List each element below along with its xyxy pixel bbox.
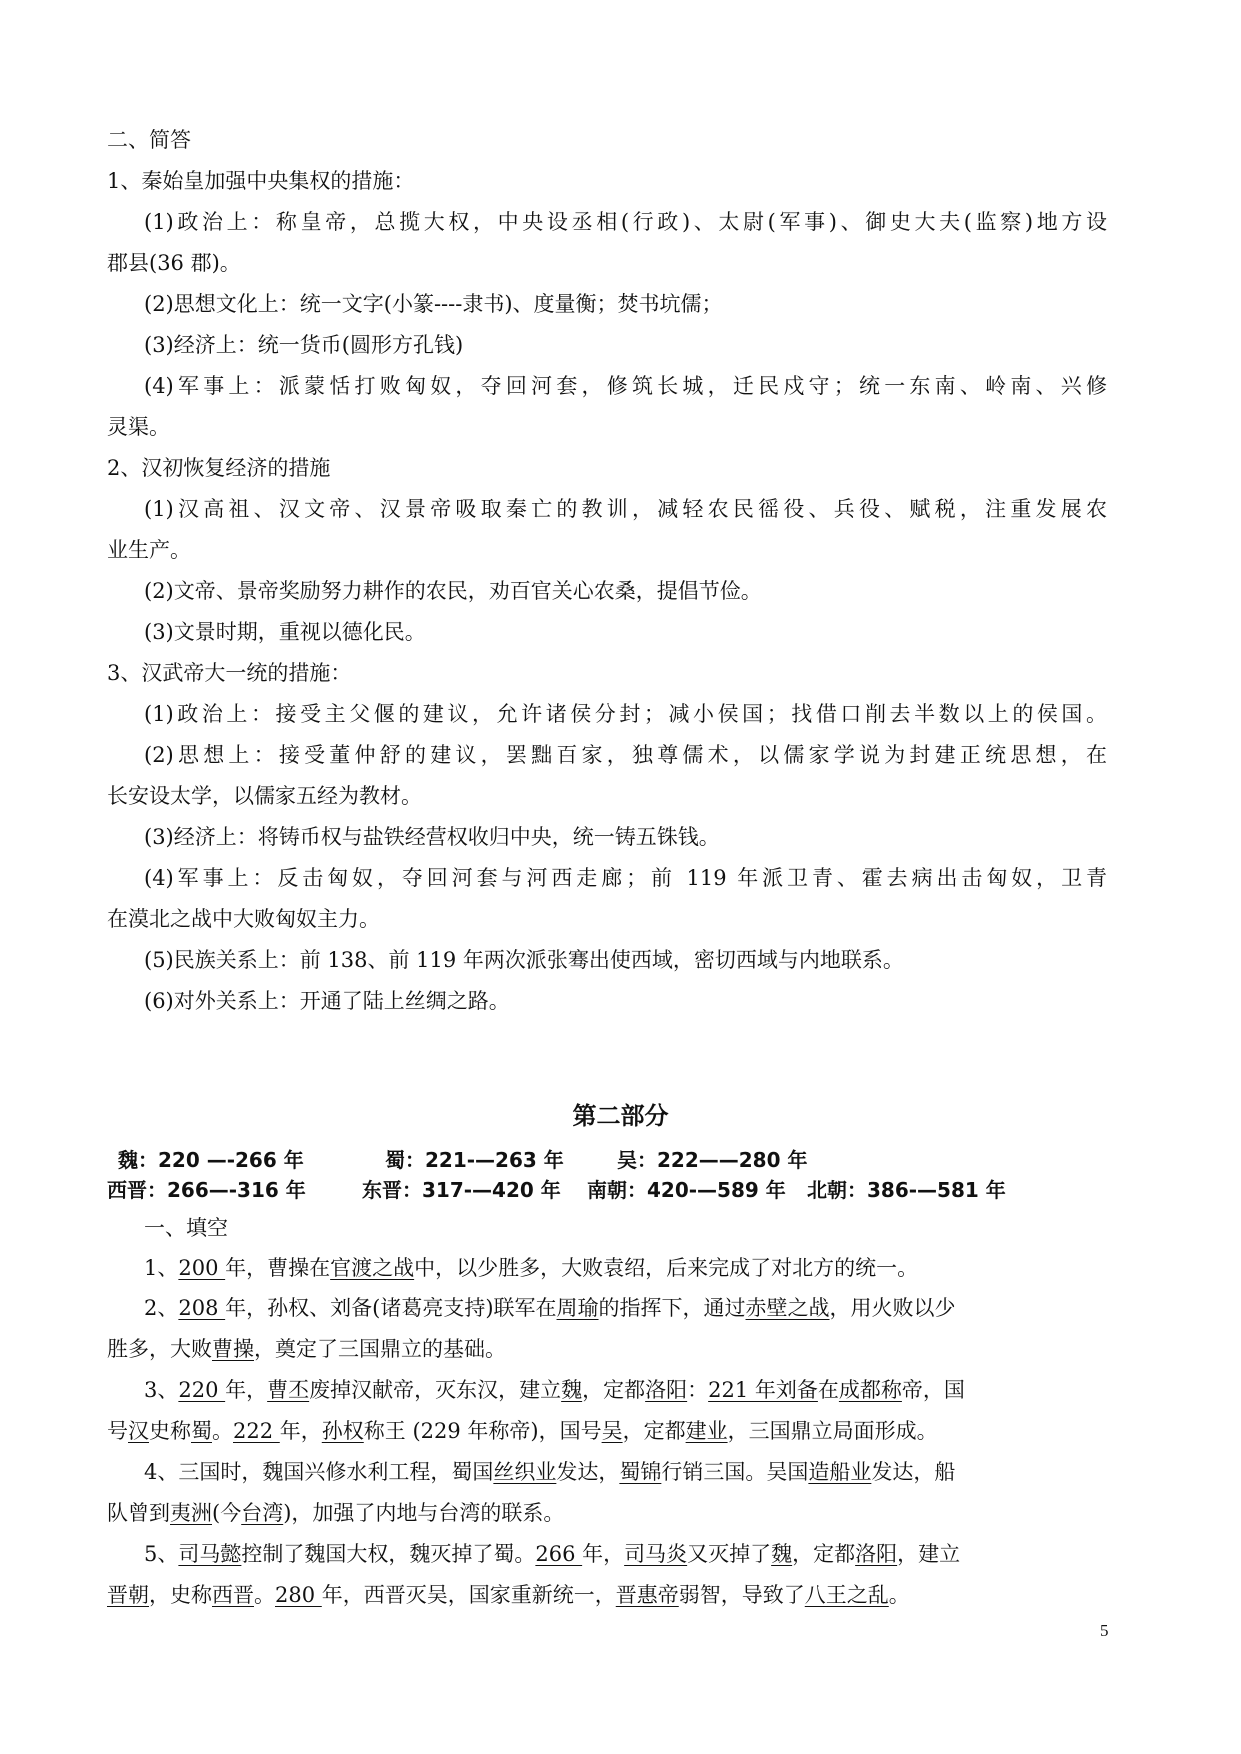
text: 中，以少胜多，大败袁绍，后来完成了对北方的统一。 bbox=[414, 1256, 919, 1280]
q3-item-6: (6)对外关系上：开通了陆上丝绸之路。 bbox=[144, 989, 510, 1013]
text: ，建立 bbox=[897, 1542, 961, 1566]
q1-item-3: (3)经济上：统一货币(圆形方孔钱) bbox=[144, 333, 464, 357]
text: 发达， bbox=[556, 1460, 620, 1484]
q3-item-1: (1)政治上：接受主父偃的建议，允许诸侯分封；减小侯国；找借口削去半数以上的侯国。 bbox=[144, 702, 1107, 726]
q3-item-2: (2)思想上：接受董仲舒的建议，罢黜百家，独尊儒术，以儒家学说为封建正统思想，在 bbox=[144, 743, 1107, 767]
text: ，定都 bbox=[622, 1419, 686, 1443]
text: 号 bbox=[107, 1419, 128, 1443]
text: 。 bbox=[254, 1583, 275, 1607]
fill-item-2 bbox=[144, 1293, 1107, 1323]
period-beichao: 北朝：386-—581 年 bbox=[807, 1178, 1006, 1202]
fill-item-3-cont bbox=[107, 1416, 1107, 1446]
answer-blank: 蜀 bbox=[191, 1419, 212, 1443]
answer-blank: 司马炎 bbox=[624, 1542, 688, 1566]
question-3-title: 3、汉武帝大一统的措施： bbox=[107, 661, 352, 685]
text: 4、三国时，魏国兴修水利工程，蜀国 bbox=[144, 1460, 494, 1484]
answer-blank: 222 bbox=[233, 1419, 280, 1443]
q1-item-1: (1)政治上：称皇帝，总揽大权，中央设丞相(行政)、太尉(军事)、御史大夫(监察)地方设 bbox=[144, 210, 1107, 234]
text: 5、 bbox=[144, 1542, 179, 1566]
period-dongjin: 东晋：317-—420 年 bbox=[362, 1178, 561, 1202]
answer-blank: 夷洲 bbox=[170, 1501, 212, 1525]
answer-blank: 晋朝 bbox=[107, 1583, 149, 1607]
q1-item-4-cont: 灵渠。 bbox=[107, 415, 170, 439]
fill-item-4-cont bbox=[107, 1498, 1107, 1528]
q1-item-4: (4)军事上：派蒙恬打败匈奴，夺回河套，修筑长城，迁民戍守；统一东南、岭南、兴修 bbox=[144, 374, 1107, 398]
page-number: 5 bbox=[1100, 1621, 1109, 1640]
q2-item-1-cont: 业生产。 bbox=[107, 538, 191, 562]
period-xijin: 西晋：266—-316 年 bbox=[107, 1178, 306, 1202]
answer-blank: 西晋 bbox=[212, 1583, 254, 1607]
answer-blank: 280 bbox=[275, 1583, 322, 1607]
text: 年， bbox=[279, 1419, 322, 1443]
q3-item-4: (4)军事上：反击匈奴，夺回河套与河西走廊；前 119 年派卫青、霍去病出击匈奴，卫青 bbox=[144, 866, 1107, 890]
answer-blank: 吴 bbox=[601, 1419, 623, 1443]
answer-blank: 周瑜 bbox=[556, 1296, 599, 1320]
text: 3、 bbox=[144, 1378, 179, 1402]
answer-blank: 台湾 bbox=[241, 1501, 284, 1525]
period-shu: 蜀：221-—263 年 bbox=[385, 1148, 564, 1172]
fill-item-1 bbox=[144, 1253, 1107, 1283]
text: 控制了魏国大权，魏灭掉了蜀。 bbox=[241, 1542, 536, 1566]
answer-blank: 200 bbox=[178, 1256, 226, 1280]
text: 又灭掉了 bbox=[687, 1542, 772, 1566]
answer-blank: 孙权 bbox=[321, 1419, 364, 1443]
fill-item-4 bbox=[144, 1457, 1107, 1487]
answer-blank: 晋惠帝 bbox=[615, 1583, 679, 1607]
answer-blank: 八王之乱 bbox=[804, 1583, 889, 1607]
text: ，三国鼎立局面形成。 bbox=[727, 1419, 938, 1443]
text: 。 bbox=[212, 1419, 233, 1443]
q3-item-2-cont: 长安设太学，以儒家五经为教材。 bbox=[107, 784, 422, 808]
fill-item-5-cont bbox=[107, 1580, 1107, 1610]
answer-blank: 造船业 bbox=[808, 1460, 872, 1484]
answer-blank: 丝织业 bbox=[493, 1460, 557, 1484]
text: ，奠定了三国鼎立的基础。 bbox=[254, 1337, 506, 1361]
text: 废掉汉献帝，灭东汉，建立 bbox=[309, 1378, 562, 1402]
q2-item-2: (2)文帝、景帝奖励努力耕作的农民，劝百官关心农桑，提倡节俭。 bbox=[144, 579, 762, 603]
text: 年，曹操在 bbox=[225, 1256, 331, 1280]
answer-blank: 266 bbox=[535, 1542, 583, 1566]
part-2-title: 第二部分 bbox=[572, 1102, 669, 1130]
text: 年，西晋灭吴，国家重新统一， bbox=[321, 1583, 616, 1607]
answer-blank: 赤壁之战 bbox=[745, 1296, 830, 1320]
period-wei: 魏：220 —-266 年 bbox=[118, 1148, 304, 1172]
q2-item-3: (3)文景时期，重视以德化民。 bbox=[144, 620, 426, 644]
text: 1、 bbox=[144, 1256, 179, 1280]
text: 发达，船 bbox=[871, 1460, 956, 1484]
answer-blank: 建业 bbox=[685, 1419, 728, 1443]
question-1-title: 1、秦始皇加强中央集权的措施： bbox=[107, 169, 415, 193]
text: 2、 bbox=[144, 1296, 179, 1320]
answer-blank: 司马懿 bbox=[178, 1542, 242, 1566]
text: )，加强了内地与台湾的联系。 bbox=[283, 1501, 565, 1525]
fill-item-5 bbox=[144, 1539, 1107, 1569]
text: 队曾到 bbox=[107, 1501, 170, 1525]
text: 年， bbox=[225, 1378, 268, 1402]
period-nanchao: 南朝：420-—589 年 bbox=[587, 1178, 786, 1202]
text: ，定都 bbox=[582, 1378, 646, 1402]
q3-item-5: (5)民族关系上：前 138、前 119 年两次派张骞出使西域，密切西域与内地联系。 bbox=[144, 948, 904, 972]
text: 在 bbox=[817, 1378, 839, 1402]
period-wu: 吴：222——280 年 bbox=[617, 1148, 808, 1172]
text: ，用火败以少 bbox=[829, 1296, 956, 1320]
fill-item-3 bbox=[144, 1375, 1107, 1405]
text: 年，孙权、刘备(诸葛亮支持)联军在 bbox=[225, 1296, 557, 1320]
answer-blank: 洛阳 bbox=[645, 1378, 688, 1402]
answer-blank: 蜀锦 bbox=[619, 1460, 662, 1484]
text: 称王 (229 年称帝)，国号 bbox=[363, 1419, 602, 1443]
answer-blank: 曹丕 bbox=[267, 1378, 310, 1402]
section-heading-fill: 一、填空 bbox=[144, 1216, 228, 1240]
answer-blank: 曹操 bbox=[212, 1337, 254, 1361]
answer-blank: 洛阳 bbox=[855, 1542, 898, 1566]
text: 的指挥下，通过 bbox=[598, 1296, 746, 1320]
text: 。 bbox=[888, 1583, 910, 1607]
fill-item-2-cont bbox=[107, 1334, 1107, 1364]
text: 行销三国。吴国 bbox=[661, 1460, 809, 1484]
text: (今 bbox=[212, 1501, 242, 1525]
text: ： bbox=[687, 1378, 709, 1402]
q2-item-1: (1)汉高祖、汉文帝、汉景帝吸取秦亡的教训，减轻农民徭役、兵役、赋税，注重发展农 bbox=[144, 497, 1107, 521]
answer-blank: 208 bbox=[178, 1296, 226, 1320]
answer-blank: 220 bbox=[178, 1378, 226, 1402]
question-2-title: 2、汉初恢复经济的措施 bbox=[107, 456, 331, 480]
text: 胜多，大败 bbox=[107, 1337, 212, 1361]
answer-blank: 成都称 bbox=[838, 1378, 902, 1402]
text: 年， bbox=[582, 1542, 625, 1566]
text: ，定都 bbox=[792, 1542, 856, 1566]
answer-blank: 221 年刘备 bbox=[708, 1378, 818, 1402]
text: 帝，国 bbox=[901, 1378, 965, 1402]
q1-item-1-cont: 郡县(36 郡)。 bbox=[107, 251, 241, 275]
q3-item-3: (3)经济上：将铸币权与盐铁经营权收归中央，统一铸五铢钱。 bbox=[144, 825, 720, 849]
q1-item-2: (2)思想文化上：统一文字(小篆----隶书)、度量衡；焚书坑儒； bbox=[144, 292, 723, 316]
answer-blank: 魏 bbox=[561, 1378, 583, 1402]
q3-item-4-cont: 在漠北之战中大败匈奴主力。 bbox=[107, 907, 380, 931]
answer-blank: 汉 bbox=[128, 1419, 149, 1443]
text: 弱智，导致了 bbox=[678, 1583, 805, 1607]
section-heading-answers: 二、简答 bbox=[107, 128, 191, 152]
answer-blank: 官渡之战 bbox=[330, 1256, 415, 1280]
answer-blank: 魏 bbox=[771, 1542, 793, 1566]
text: 史称 bbox=[149, 1419, 191, 1443]
text: ，史称 bbox=[149, 1583, 212, 1607]
